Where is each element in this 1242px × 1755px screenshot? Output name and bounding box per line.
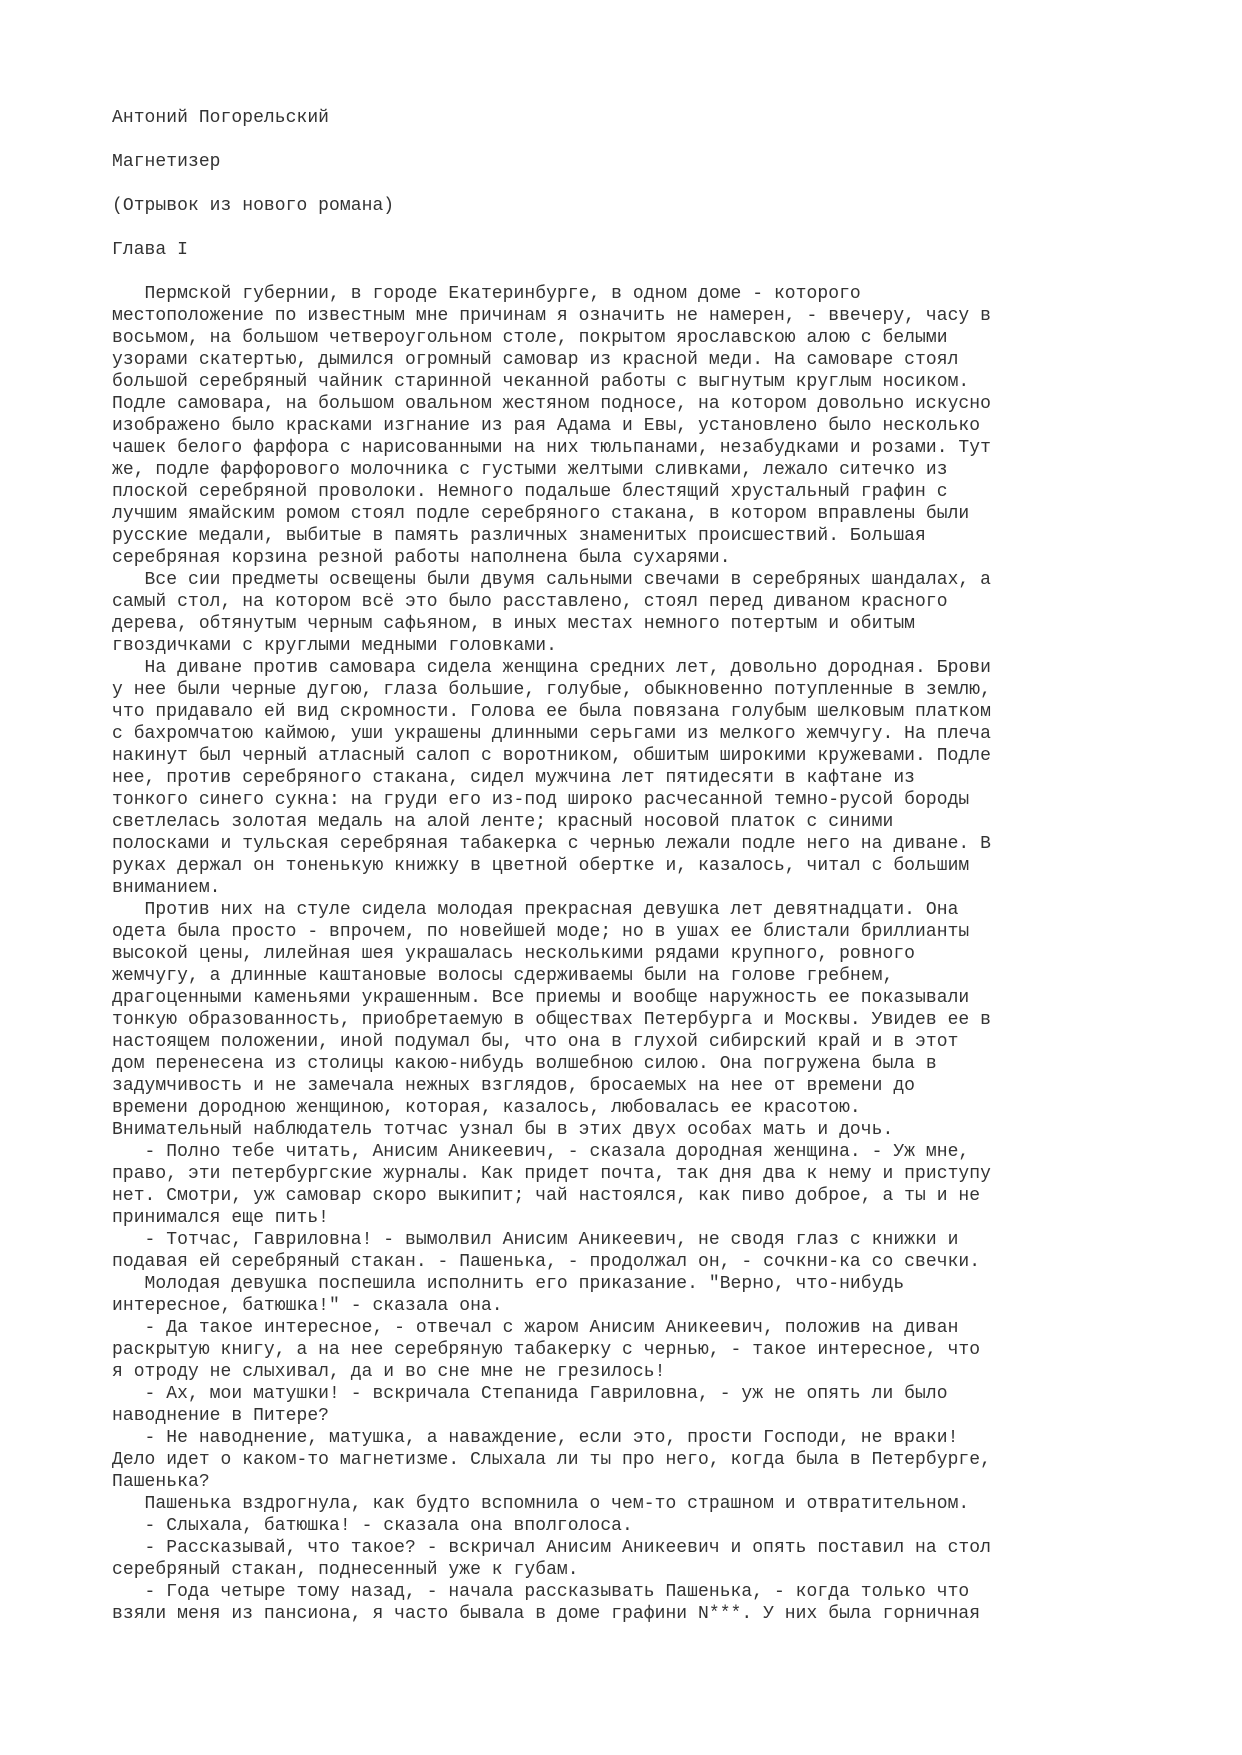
- body-line: руках держал он тоненькую книжку в цветной обертке и, казалось, читал с большим: [112, 856, 970, 876]
- body-line: интересное, батюшка!" - сказала она.: [112, 1296, 503, 1316]
- body-line: лучшим ямайским ромом стоял подле серебряного стакана, в котором вправлены были: [112, 504, 970, 524]
- body-line: большой серебряный чайник старинной чеканной работы с выгнутым круглым носиком.: [112, 372, 970, 392]
- body-line: - Тотчас, Гавриловна! - вымолвил Анисим Аникеевич, не сводя глаз с книжки и: [112, 1230, 959, 1250]
- spacer: [112, 173, 1132, 195]
- body-line: Пашенька вздрогнула, как будто вспомнила о чем-то страшном и отвратительном.: [112, 1494, 970, 1514]
- spacer: [112, 261, 1132, 283]
- body-line: нет. Смотри, уж самовар скоро выкипит; чай настоялся, как пиво доброе, а ты и не: [112, 1186, 981, 1206]
- body-line: Пермской губернии, в городе Екатеринбурге, в одном доме - которого: [112, 284, 861, 304]
- body-line: задумчивость и не замечала нежных взглядов, бросаемых на нее от времени до: [112, 1076, 916, 1096]
- body-line: высокой цены, лилейная шея украшалась несколькими рядами крупного, ровного: [112, 944, 916, 964]
- work-title: Магнетизер: [112, 152, 221, 172]
- body-line: светлелась золотая медаль на алой ленте; красный носовой платок с синими: [112, 812, 894, 832]
- body-line: что придавало ей вид скромности. Голова ее была повязана голубым шелковым платком: [112, 702, 991, 722]
- body-line: чашек белого фарфора с нарисованными на них тюльпанами, незабудками и розами. Тут: [112, 438, 991, 458]
- body-line: одета была просто - впрочем, по новейшей моде; но в ушах ее блистали бриллианты: [112, 922, 970, 942]
- body-line: тонкого синего сукна: на груди его из-под широко расчесанной темно-русой бороды: [112, 790, 970, 810]
- body-line: - Не наводнение, матушка, а наваждение, если это, прости Господи, не враки!: [112, 1428, 959, 1448]
- body-line: с бахромчатою каймою, уши украшены длинными серьгами из мелкого жемчугу. На плеча: [112, 724, 991, 744]
- body-line: Подле самовара, на большом овальном жестяном подносе, на котором довольно искусно: [112, 394, 991, 414]
- chapter-heading: Глава I: [112, 240, 188, 260]
- body-line: - Да такое интересное, - отвечал с жаром Анисим Аникеевич, положив на диван: [112, 1318, 959, 1338]
- body-line: наводнение в Питере?: [112, 1406, 330, 1426]
- body-line: вниманием.: [112, 878, 221, 898]
- body-line: же, подле фарфорового молочника с густыми желтыми сливками, лежало ситечко из: [112, 460, 948, 480]
- body-line: Против них на стуле сидела молодая прекрасная девушка лет девятнадцати. Она: [112, 900, 959, 920]
- body-line: накинут был черный атласный салоп с воротником, обшитым широкими кружевами. Подле: [112, 746, 991, 766]
- body-line: изображено было красками изгнание из рая Адама и Евы, установлено было несколько: [112, 416, 981, 436]
- body-line: принимался еще пить!: [112, 1208, 330, 1228]
- body-line: Внимательный наблюдатель тотчас узнал бы в этих двух особах мать и дочь.: [112, 1120, 894, 1140]
- body-line: восьмом, на большом четвероугольном столе, покрытом ярославскою алою с белыми: [112, 328, 948, 348]
- body-line: Молодая девушка поспешила исполнить его приказание. "Верно, что-нибудь: [112, 1274, 905, 1294]
- body-line: подавая ей серебряный стакан. - Пашенька, - продолжал он, - сочкни-ка со свечки.: [112, 1252, 981, 1272]
- body-line: узорами скатертью, дымился огромный самовар из красной меди. На самоваре стоял: [112, 350, 959, 370]
- spacer: [112, 217, 1132, 239]
- body-line: дерева, обтянутым черным сафьяном, в иных местах немного потертым и обитым: [112, 614, 916, 634]
- body-line: - Ах, мои матушки! - вскричала Степанида Гавриловна, - уж не опять ли было: [112, 1384, 948, 1404]
- body-line: - Слыхала, батюшка! - сказала она вполголоса.: [112, 1516, 633, 1536]
- work-subtitle: (Отрывок из нового романа): [112, 196, 395, 216]
- body-line: полосками и тульская серебряная табакерка с чернью лежали подле него на диване. В: [112, 834, 991, 854]
- body-line: Все сии предметы освещены были двумя сальными свечами в серебряных шандалах, а: [112, 570, 991, 590]
- body-line: тонкую образованность, приобретаемую в обществах Петербурга и Москвы. Увидев ее в: [112, 1010, 991, 1030]
- body-line: На диване против самовара сидела женщина средних лет, довольно дородная. Брови: [112, 658, 991, 678]
- body-line: дом перенесена из столицы какою-нибудь волшебною силою. Она погружена была в: [112, 1054, 937, 1074]
- body-line: нее, против серебряного стакана, сидел мужчина лет пятидесяти в кафтане из: [112, 768, 916, 788]
- body-line: местоположение по известным мне причинам я означить не намерен, - ввечеру, часу в: [112, 306, 991, 326]
- body-line: взяли меня из пансиона, я часто бывала в доме графини N***. У них была горничная: [112, 1604, 981, 1624]
- spacer: [112, 129, 1132, 151]
- body-line: русские медали, выбитые в память различных знаменитых происшествий. Большая: [112, 526, 926, 546]
- body-line: плоской серебряной проволоки. Немного подальше блестящий хрустальный графин с: [112, 482, 948, 502]
- body-line: Пашенька?: [112, 1472, 210, 1492]
- body-line: настоящем положении, иной подумал бы, что она в глухой сибирский край и в этот: [112, 1032, 959, 1052]
- body-line: раскрытую книгу, а на нее серебряную табакерку с чернью, - такое интересное, что: [112, 1340, 981, 1360]
- body-text: [112, 283, 1132, 1625]
- body-line: гвоздичками с круглыми медными головками.: [112, 636, 557, 656]
- body-line: серебряный стакан, поднесенный уже к губам.: [112, 1560, 579, 1580]
- body-line: - Полно тебе читать, Анисим Аникеевич, - сказала дородная женщина. - Уж мне,: [112, 1142, 970, 1162]
- body-line: я отроду не слыхивал, да и во сне мне не грезилось!: [112, 1362, 666, 1382]
- body-line: драгоценными каменьями украшенным. Все приемы и вообще наружность ее показывали: [112, 988, 970, 1008]
- body-line: Дело идет о каком-то магнетизме. Слыхала ли ты про него, когда была в Петербурге,: [112, 1450, 991, 1470]
- document-text: [112, 107, 1132, 1625]
- body-line: - Рассказывай, что такое? - вскричал Анисим Аникеевич и опять поставил на стол: [112, 1538, 991, 1558]
- body-line: самый стол, на котором всё это было расставлено, стоял перед диваном красного: [112, 592, 948, 612]
- body-line: право, эти петербургские журналы. Как придет почта, так дня два к нему и приступу: [112, 1164, 991, 1184]
- body-line: - Года четыре тому назад, - начала рассказывать Пашенька, - когда только что: [112, 1582, 970, 1602]
- body-line: жемчугу, а длинные каштановые волосы сдерживаемы были на голове гребнем,: [112, 966, 894, 986]
- body-line: времени дородною женщиною, которая, казалось, любовалась ее красотою.: [112, 1098, 861, 1118]
- author-name: Антоний Погорельский: [112, 108, 330, 128]
- body-line: серебряная корзина резной работы наполнена была сухарями.: [112, 548, 731, 568]
- body-line: у нее были черные дугою, глаза большие, голубые, обыкновенно потупленные в землю,: [112, 680, 991, 700]
